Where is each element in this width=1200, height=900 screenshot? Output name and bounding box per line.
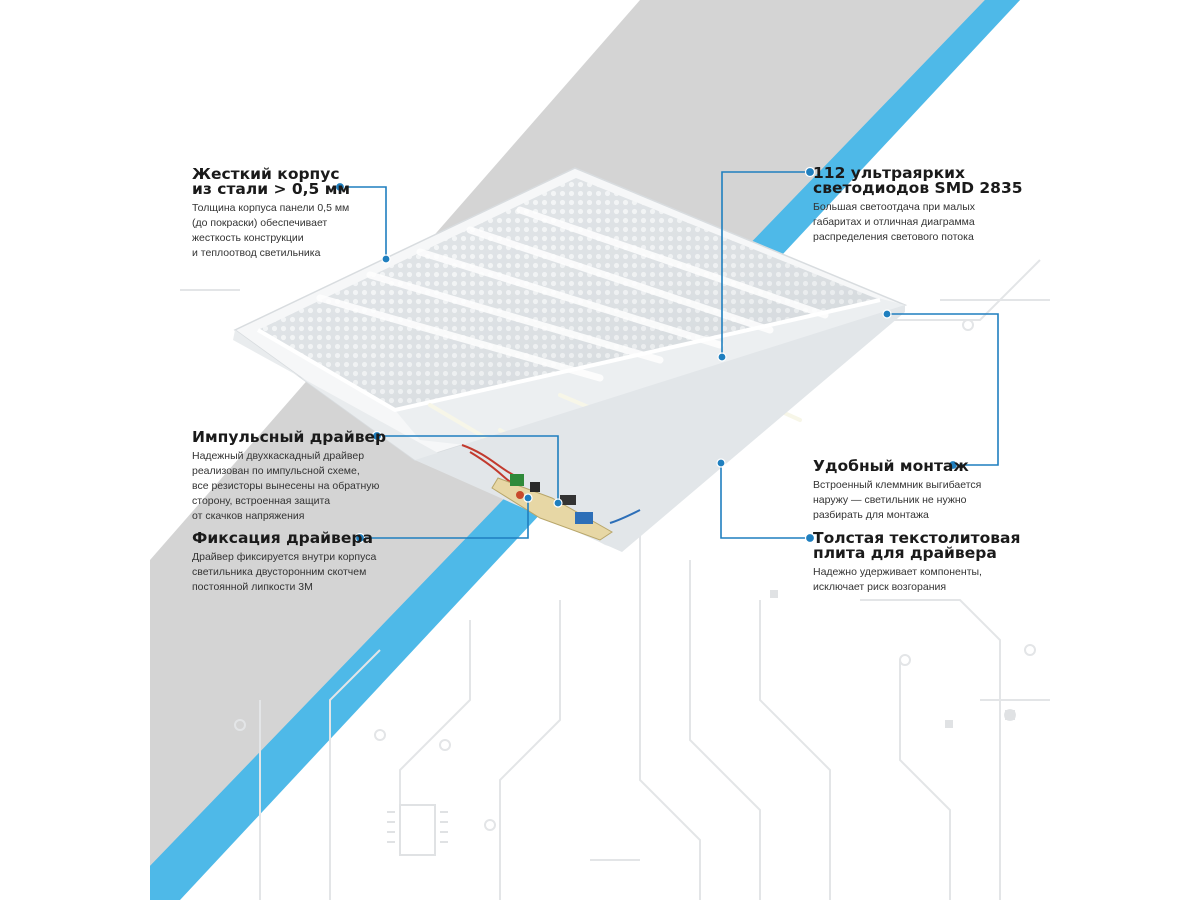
callout-title: Толстая текстолитовая плита для драйвера [813, 529, 1021, 562]
callout-mounting [813, 459, 981, 523]
callout-title: 112 ультраярких светодиодов SMD 2835 [813, 164, 1023, 197]
callout-title: Фиксация драйвера [192, 529, 373, 547]
callout-description: Драйвер фиксируется внутри корпуса светильника двусторонним скотчем постоянной липкости 3М [192, 551, 377, 593]
callout-description: Надежно удерживает компоненты, исключает риск возгорания [813, 566, 982, 593]
callout-description: Встроенный клеммник выгибается наружу — светильник не нужно разбирать для монтажа [813, 479, 982, 521]
callout-title: Импульсный драйвер [192, 428, 387, 446]
callout-driver [192, 430, 386, 524]
callout-steel-body [192, 167, 350, 261]
callout-leds [813, 166, 1023, 245]
connector-textolite [721, 463, 810, 538]
callout-fixation [192, 531, 376, 595]
callout-title: Удобный монтаж [813, 457, 969, 475]
circuit-chip [387, 805, 448, 855]
callout-textolite [813, 531, 1020, 595]
connector-mounting [887, 314, 998, 465]
callout-description: Толщина корпуса панели 0,5 мм (до покраски) обеспечивает жесткость конструкции и теплоотвод светильника [192, 202, 350, 259]
callout-description: Надежный двухкаскадный драйвер реализован по импульсной схеме, все резисторы вынесены на обратную сторону, встроенная защита от скачков напряжения [192, 450, 380, 522]
callout-description: Большая светоотдача при малых габаритах и отличная диаграмма распределения светового потока [813, 201, 976, 243]
callout-title: Жесткий корпус из стали > 0,5 мм [192, 165, 351, 198]
